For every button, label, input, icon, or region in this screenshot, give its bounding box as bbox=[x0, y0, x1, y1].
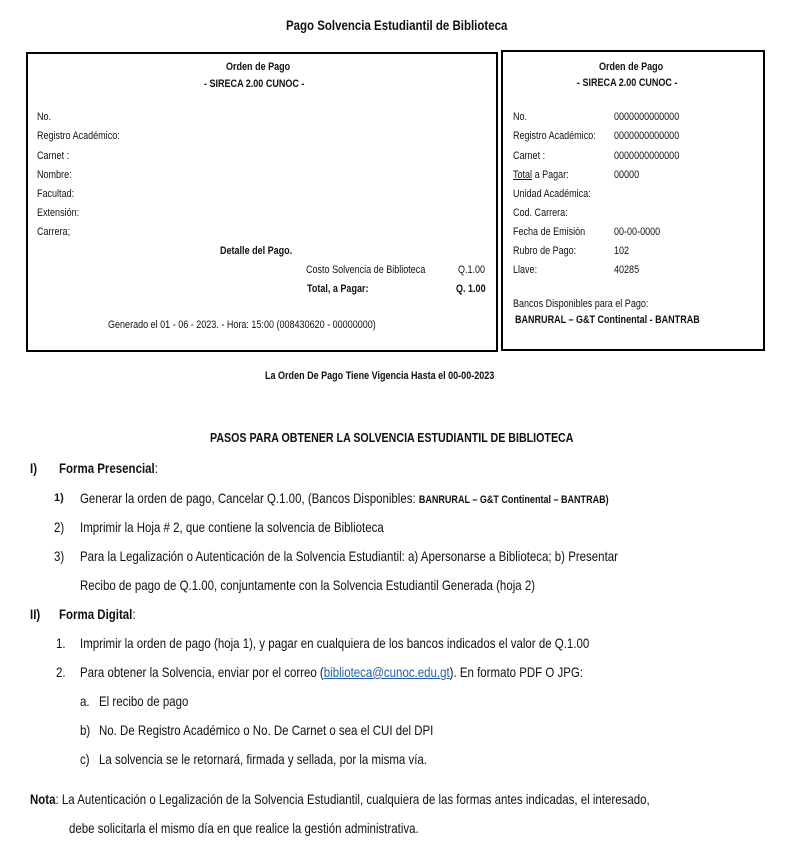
right-label-fecha: Fecha de Emisión bbox=[513, 226, 586, 238]
right-value-registro: 0000000000000 bbox=[614, 130, 680, 142]
right-value-total: 00000 bbox=[614, 169, 640, 181]
section2-subitem-b-number: b) bbox=[80, 722, 91, 738]
section2-item2-number: 2. bbox=[56, 664, 66, 680]
section1-item2-number: 2) bbox=[54, 519, 65, 535]
generated-info: Generado el 01 - 06 - 2023. - Hora: 15:00 (008430620 - 00000000) bbox=[108, 319, 376, 331]
note-paragraph: Nota: La Autenticación o Legalización de la Solvencia Estudiantil, cualquiera de las formas antes indicadas, el interesado, bbox=[30, 791, 650, 807]
left-field-nombre: Nombre: bbox=[37, 169, 72, 181]
right-label-unidad: Unidad Académica: bbox=[513, 188, 591, 200]
right-label-no: No. bbox=[513, 111, 528, 123]
left-box-subheading: - SIRECA 2.00 CUNOC - bbox=[204, 78, 305, 90]
right-label-total: Total a Pagar: bbox=[513, 169, 569, 181]
section1-item3-continued: Recibo de pago de Q.1.00, conjuntamente con la Solvencia Estudiantil Generada (hoja 2) bbox=[80, 577, 536, 593]
right-label-carnet: Carnet : bbox=[513, 150, 546, 162]
left-field-no: No. bbox=[37, 111, 52, 123]
total-value: Q. 1.00 bbox=[456, 283, 486, 295]
section2-subitem-c: La solvencia se le retornará, firmada y sellada, por la misma vía. bbox=[99, 751, 427, 767]
cost-value: Q.1.00 bbox=[458, 264, 486, 276]
section2-subitem-b: No. De Registro Académico o No. De Carnet o sea el CUI del DPI bbox=[99, 722, 434, 738]
left-field-facultad: Facultad: bbox=[37, 188, 75, 200]
left-field-carnet: Carnet : bbox=[37, 150, 70, 162]
section1-title: Forma Presencial: bbox=[59, 460, 158, 476]
detail-heading: Detalle del Pago. bbox=[220, 245, 293, 257]
cost-label: Costo Solvencia de Biblioteca bbox=[306, 264, 426, 276]
right-label-cod-carrera: Cod. Carrera: bbox=[513, 207, 568, 219]
note-paragraph-continued: debe solicitarla el mismo día en que realice la gestión administrativa. bbox=[69, 820, 419, 836]
section2-subitem-a: El recibo de pago bbox=[99, 693, 189, 709]
section2-item1: Imprimir la orden de pago (hoja 1), y pagar en cualquiera de los bancos indicados el valor de Q.1.00 bbox=[80, 635, 590, 651]
section2-title: Forma Digital: bbox=[59, 606, 136, 622]
banks-label: Bancos Disponibles para el Pago: bbox=[513, 298, 649, 310]
payment-order-box-left bbox=[26, 52, 498, 352]
page-title: Pago Solvencia Estudiantil de Biblioteca bbox=[286, 17, 508, 33]
section1-item2: Imprimir la Hoja # 2, que contiene la solvencia de Biblioteca bbox=[80, 519, 384, 535]
section1-item3-number: 3) bbox=[54, 548, 65, 564]
section1-item3: Para la Legalización o Autenticación de la Solvencia Estudiantil: a) Apersonarse a Biblioteca; b) Presentar bbox=[80, 548, 618, 564]
right-label-rubro: Rubro de Pago: bbox=[513, 245, 577, 257]
total-label: Total, a Pagar: bbox=[307, 283, 369, 295]
right-value-fecha: 00-00-0000 bbox=[614, 226, 661, 238]
right-label-llave: Llave: bbox=[513, 264, 538, 276]
section2-item2: Para obtener la Solvencia, enviar por el correo (biblioteca@cunoc.edu.gt). En formato PDF O JPG: bbox=[80, 664, 584, 680]
section1-number: I) bbox=[30, 460, 38, 476]
steps-title: PASOS PARA OBTENER LA SOLVENCIA ESTUDIANTIL DE BIBLIOTECA bbox=[210, 430, 574, 445]
left-field-extension: Extensión: bbox=[37, 207, 80, 219]
right-value-no: 0000000000000 bbox=[614, 111, 680, 123]
section1-item1-number: 1) bbox=[54, 492, 64, 504]
left-field-registro: Registro Académico: bbox=[37, 130, 120, 142]
section2-subitem-c-number: c) bbox=[80, 751, 90, 767]
right-box-heading: Orden de Pago bbox=[599, 61, 664, 73]
section1-item1: Generar la orden de pago, Cancelar Q.1.00, (Bancos Disponibles: BANRURAL – G&T Continental – BANTRAB) bbox=[80, 490, 609, 506]
section2-item1-number: 1. bbox=[56, 635, 66, 651]
right-value-carnet: 0000000000000 bbox=[614, 150, 680, 162]
right-value-llave: 40285 bbox=[614, 264, 640, 276]
section2-number: II) bbox=[30, 606, 41, 622]
banks-list: BANRURAL – G&T Continental - BANTRAB bbox=[515, 314, 700, 326]
validity-note: La Orden De Pago Tiene Vigencia Hasta el 00-00-2023 bbox=[265, 370, 495, 382]
left-box-heading: Orden de Pago bbox=[226, 61, 291, 73]
right-box-subheading: - SIRECA 2.00 CUNOC - bbox=[577, 77, 678, 89]
library-email-link[interactable]: biblioteca@cunoc.edu.gt bbox=[323, 664, 450, 680]
left-field-carrera: Carrera; bbox=[37, 226, 71, 238]
right-value-rubro: 102 bbox=[614, 245, 630, 257]
section2-subitem-a-number: a. bbox=[80, 693, 90, 709]
right-label-registro: Registro Académico: bbox=[513, 130, 596, 142]
